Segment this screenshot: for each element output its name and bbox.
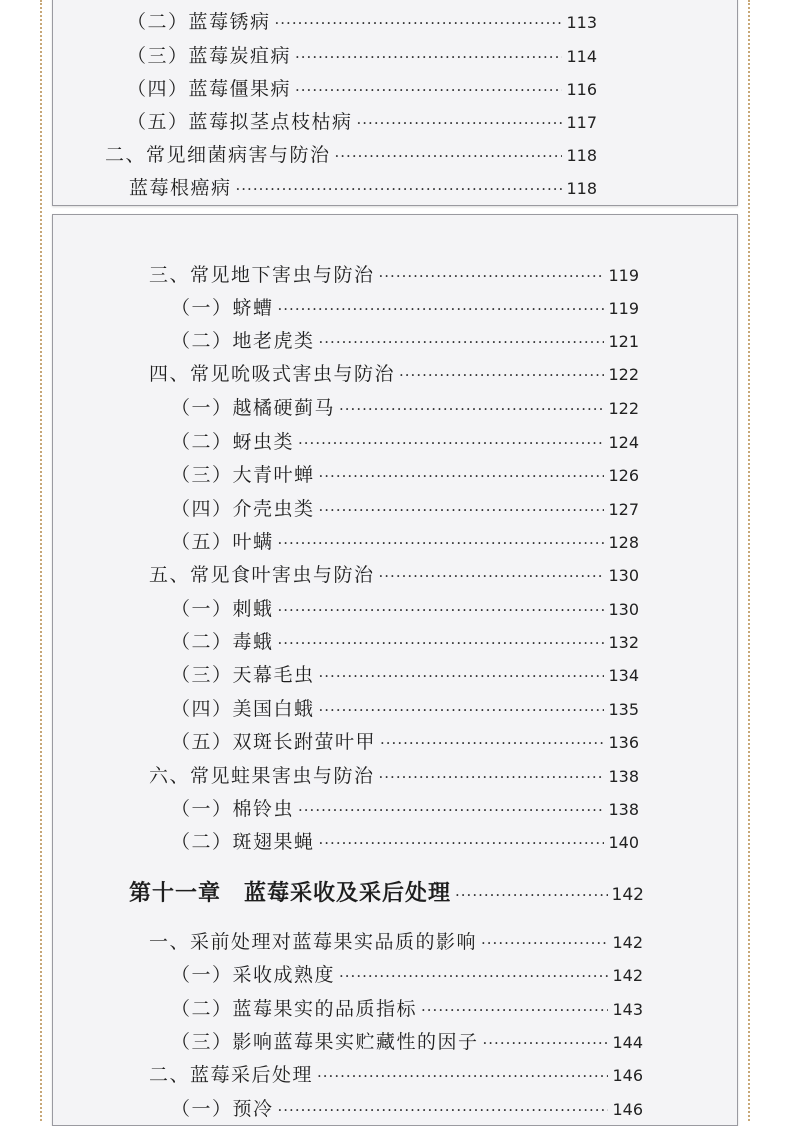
dot-leader [339, 967, 608, 985]
toc-entry-page: 136 [608, 733, 639, 752]
toc-entry [171, 660, 639, 687]
toc-entry [171, 527, 639, 554]
dot-leader [295, 81, 562, 99]
toc-entry [127, 41, 597, 68]
toc-entry-label: （一）蛴螬 [171, 297, 274, 319]
toc-entry [171, 994, 643, 1021]
toc-entry-label: 二、蓝莓采后处理 [149, 1064, 314, 1086]
toc-entry-label: （三）蓝莓炭疽病 [127, 45, 292, 67]
toc-entry-label: （一）棉铃虫 [171, 798, 295, 820]
toc-entry-label: （二）蓝莓果实的品质指标 [171, 998, 418, 1020]
toc-entry-label: （一）采收成熟度 [171, 964, 336, 986]
dot-leader [278, 300, 605, 318]
toc-entry-label: （二）毒蛾 [171, 631, 274, 653]
toc-entry [127, 74, 597, 101]
toc-entry-page: 142 [612, 933, 643, 952]
toc-entry [171, 794, 639, 821]
toc-entry-label: （五）蓝莓拟茎点枝枯病 [127, 111, 353, 133]
toc-entry-page: 118 [566, 146, 597, 165]
toc-entry-label: （五）双斑长跗萤叶甲 [171, 731, 377, 753]
toc-entry-page: 142 [611, 885, 644, 905]
toc-entry-page: 144 [612, 1033, 643, 1052]
toc-entry-page: 134 [608, 666, 639, 685]
toc-entry [171, 1094, 643, 1121]
toc-entry-page: 138 [608, 767, 639, 786]
toc-entry-label: 一、采前处理对蓝莓果实品质的影响 [149, 931, 478, 953]
toc-entry [171, 727, 639, 754]
toc-entry [171, 1027, 643, 1054]
toc-entry [171, 293, 639, 320]
toc-entry-page: 142 [612, 966, 643, 985]
toc-entry [149, 761, 639, 788]
dot-leader [278, 634, 605, 652]
toc-entry-page: 138 [608, 800, 639, 819]
toc-entry-page: 130 [608, 600, 639, 619]
toc-entry-page: 146 [612, 1066, 643, 1085]
dot-leader [335, 147, 563, 165]
toc-entry-page: 117 [566, 113, 597, 132]
toc-entry [127, 107, 597, 134]
toc-entry-label: （五）叶螨 [171, 531, 274, 553]
dot-leader [278, 601, 605, 619]
toc-entry-label: （一）预冷 [171, 1098, 274, 1120]
dot-leader [483, 1034, 609, 1052]
toc-entry-page: 119 [608, 266, 639, 285]
dot-leader [455, 886, 608, 904]
dot-leader [319, 501, 605, 519]
toc-entry-label: 蓝莓根癌病 [129, 177, 232, 199]
toc-entry [171, 594, 639, 621]
toc-entry-label: 五、常见食叶害虫与防治 [149, 564, 375, 586]
toc-entry [171, 627, 639, 654]
toc-entry-label: 二、常见细菌病害与防治 [105, 144, 331, 166]
toc-entry-page: 130 [608, 566, 639, 585]
dot-leader [275, 14, 563, 32]
toc-entry [149, 260, 639, 287]
toc-entry-page: 128 [608, 533, 639, 552]
dot-leader [379, 567, 605, 585]
toc-entry-page: 132 [608, 633, 639, 652]
dot-leader [379, 267, 605, 285]
toc-entry-page: 122 [608, 399, 639, 418]
toc-entry-label: （一）越橘硬蓟马 [171, 397, 336, 419]
toc-entry [149, 1060, 643, 1087]
dot-leader [421, 1001, 608, 1019]
toc-entry [171, 827, 639, 854]
toc-panel-upper [52, 0, 738, 206]
toc-entry [171, 694, 639, 721]
toc-entry-page: 143 [612, 1000, 643, 1019]
dot-leader [357, 114, 563, 132]
toc-entry [149, 560, 639, 587]
dot-leader [317, 1067, 608, 1085]
toc-entry [171, 393, 639, 420]
dot-leader [298, 801, 604, 819]
toc-entry-page: 140 [608, 833, 639, 852]
toc-entry-page: 124 [608, 433, 639, 452]
toc-entry [127, 7, 597, 34]
dot-leader [339, 400, 604, 418]
dot-leader [319, 701, 605, 719]
dot-leader [319, 667, 605, 685]
toc-panel-lower [52, 214, 738, 1126]
toc-entry [171, 960, 643, 987]
toc-entry-label: （二）地老虎类 [171, 330, 315, 352]
toc-entry-page: 114 [566, 47, 597, 66]
toc-entry-label: （四）蓝莓僵果病 [127, 78, 292, 100]
dot-leader [295, 48, 562, 66]
toc-entry-page: 118 [566, 179, 597, 198]
toc-entry-page: 116 [566, 80, 597, 99]
toc-entry-page: 119 [608, 299, 639, 318]
toc-entry-label: （二）蓝莓锈病 [127, 11, 271, 33]
dot-leader [319, 467, 605, 485]
toc-entry [129, 173, 597, 200]
toc-chapter-heading [129, 876, 644, 907]
dot-leader [380, 734, 604, 752]
dot-leader [379, 768, 605, 786]
toc-entry [171, 326, 639, 353]
toc-entry [171, 427, 639, 454]
dot-leader [236, 180, 563, 198]
toc-entry-label: （二）蚜虫类 [171, 431, 295, 453]
toc-entry-page: 122 [608, 365, 639, 384]
dot-leader [481, 934, 608, 952]
dot-leader [278, 534, 605, 552]
toc-entry-page: 126 [608, 466, 639, 485]
toc-entry-label: 六、常见蛀果害虫与防治 [149, 765, 375, 787]
toc-entry-label: 三、常见地下害虫与防治 [149, 264, 375, 286]
toc-entry-label: （三）大青叶蝉 [171, 464, 315, 486]
dot-leader [278, 1101, 609, 1119]
toc-entry-page: 146 [612, 1100, 643, 1119]
toc-entry-label: 第十一章 蓝莓采收及采后处理 [129, 881, 452, 906]
toc-entry [105, 140, 597, 167]
toc-entry-page: 127 [608, 500, 639, 519]
toc-entry-label: （四）介壳虫类 [171, 498, 315, 520]
toc-entry [171, 494, 639, 521]
toc-entry-label: （二）斑翅果蝇 [171, 831, 315, 853]
toc-entry-label: （三）影响蓝莓果实贮藏性的因子 [171, 1031, 479, 1053]
dot-leader [298, 434, 604, 452]
toc-entry-page: 121 [608, 332, 639, 351]
toc-entry-label: （一）刺蛾 [171, 598, 274, 620]
toc-entry-page: 135 [608, 700, 639, 719]
dot-leader [399, 366, 604, 384]
toc-entry [149, 359, 639, 386]
toc-entry-label: （三）天幕毛虫 [171, 664, 315, 686]
toc-entry [149, 927, 643, 954]
toc-entry-page: 113 [566, 13, 597, 32]
toc-entry-label: 四、常见吮吸式害虫与防治 [149, 363, 396, 385]
toc-entry [171, 460, 639, 487]
dot-leader [319, 834, 605, 852]
dot-leader [319, 333, 605, 351]
toc-entry-label: （四）美国白蛾 [171, 698, 315, 720]
